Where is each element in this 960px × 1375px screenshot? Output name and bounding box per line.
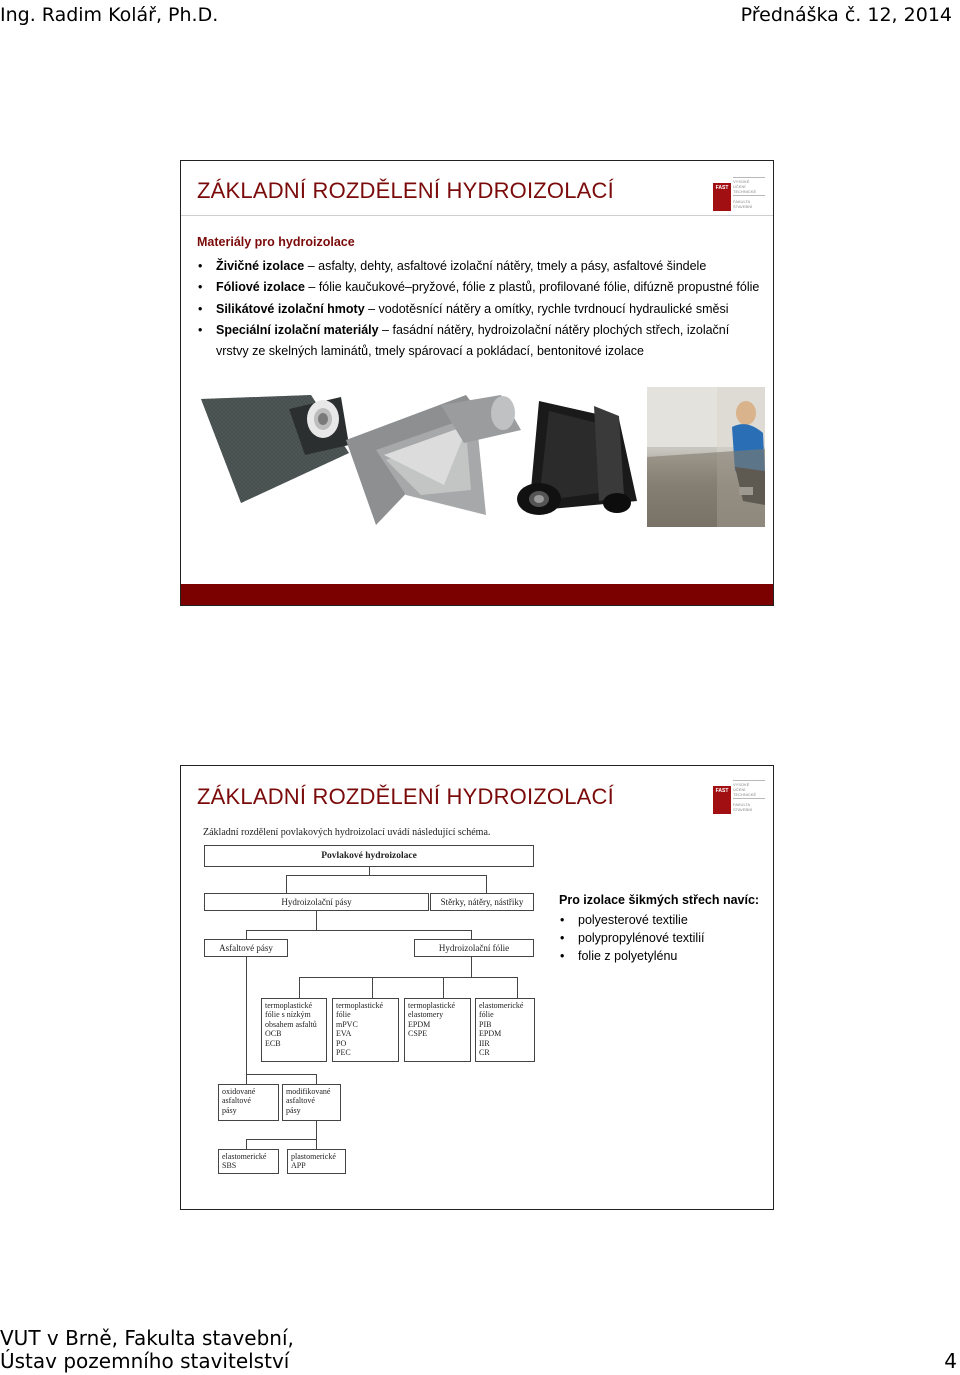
fast-logo: FAST VYSOKÉ UČENÍ TECHNICKÉ FAKULTA STAVEBNÍ (713, 770, 769, 818)
slide-2 (180, 765, 774, 1210)
node-root: Povlakové hydroizolace (204, 845, 534, 867)
title-separator (181, 215, 773, 216)
node-hydro-foils: Hydroizolační fólie (414, 939, 534, 957)
list-item: • Speciální izolační materiály – fasádní nátěry, hydroizolační nátěry plochých střech, izolační vrstvy ze skelných laminátů, tmely spárovací a pokládací, bentonitové izolace (197, 320, 763, 363)
pitched-roofs-list (559, 911, 704, 965)
pitched-roofs-heading: Pro izolace šikmých střech navíc: (559, 893, 760, 907)
node-asphalt-strips: Asfaltové pásy (204, 939, 288, 957)
page-number: 4 (944, 1349, 957, 1373)
node-modified-asphalt: modifikované asfaltové pásy (282, 1084, 341, 1121)
slide-title: ZÁKLADNÍ ROZDĚLENÍ HYDROIZOLACÍ (197, 784, 614, 809)
node-oxidized-asphalt: oxidované asfaltové pásy (218, 1084, 279, 1121)
asphalt-roll-image (201, 395, 349, 503)
node-hydro-strips: Hydroizolační pásy (204, 893, 429, 911)
list-item: • Silikátové izolační hmoty – vodotěsnící nátěry a omítky, rychle tvrdnoucí hydraulické směsi (197, 299, 763, 320)
slide-1 (180, 160, 774, 606)
fast-logo: FAST VYSOKÉ UČENÍ TECHNICKÉ FAKULTA STAVEBNÍ (713, 167, 769, 215)
diagram-intro: Základní rozdělení povlakových hydroizolací uvádí následující schéma. (203, 827, 491, 838)
foil-roll-image (346, 395, 521, 525)
node-plastomeric-app: plastomerické APP (287, 1149, 346, 1174)
footer-institute: Ústav pozemního stavitelství (0, 1349, 290, 1373)
list-item: • polypropylénové textilií (559, 929, 704, 947)
lecture-label: Přednáška č. 12, 2014 (740, 4, 952, 26)
list-item: • polyesterové textilie (559, 911, 704, 929)
list-item: • Živičné izolace – asfalty, dehty, asfaltové izolační nátěry, tmely a pásy, asfaltové šindele (197, 256, 763, 277)
worker-coating-image (647, 387, 765, 527)
list-item: • Fóliové izolace – fólie kaučukové–pryžové, fólie z plastů, profilované fólie, difúzně propustné fólie (197, 277, 763, 298)
slide-footer-bar (181, 584, 773, 605)
slide-title: ZÁKLADNÍ ROZDĚLENÍ HYDROIZOLACÍ (197, 178, 614, 203)
materials-list (197, 256, 763, 362)
lecturer-name: Ing. Radim Kolář, Ph.D. (0, 4, 219, 26)
rubber-sheet-image (509, 401, 641, 516)
node-coatings: Stěrky, nátěry, nástřiky (430, 893, 534, 911)
node-foil-low-asphalt: termoplastické fólie s nízkým obsahem asfaltů OCB ECB (261, 998, 327, 1062)
footer-faculty: VUT v Brně, Fakulta stavební, (0, 1326, 294, 1350)
node-elastomeric-sbs: elastomerické SBS (218, 1149, 279, 1174)
list-item: • folie z polyetylénu (559, 947, 704, 965)
materials-subheading: Materiály pro hydroizolace (197, 235, 355, 249)
node-foil-thermoplastic-elastomers: termoplastické elastomery EPDM CSPE (404, 998, 471, 1062)
node-foil-thermoplastic: termoplastické fólie mPVC EVA PO PEC (332, 998, 399, 1062)
node-foil-elastomeric: elastomerické fólie PIB EPDM IIR CR (475, 998, 535, 1062)
